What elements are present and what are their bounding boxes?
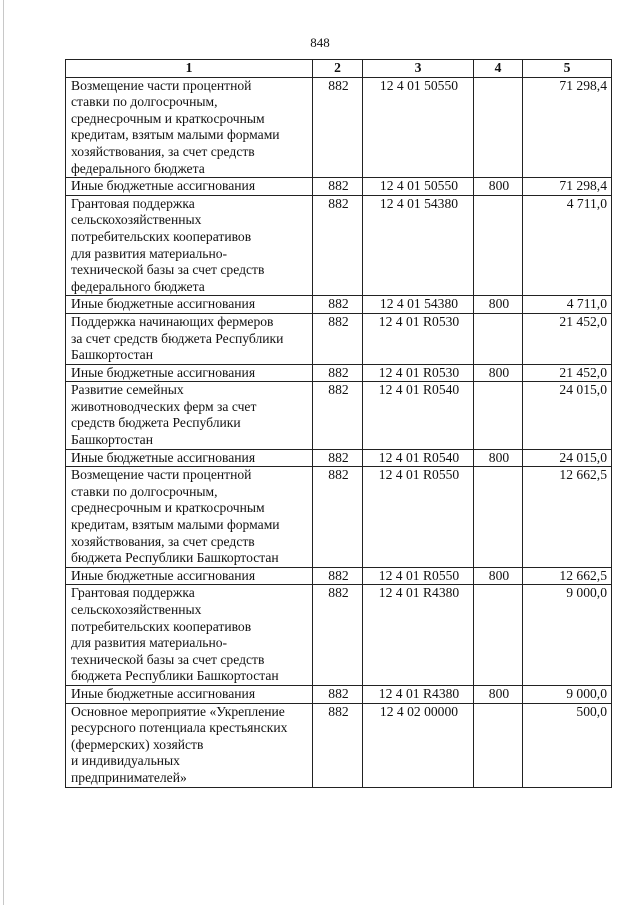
table-row bbox=[66, 567, 612, 585]
row-vr-cell bbox=[474, 467, 523, 568]
row-grbs-cell: 882 bbox=[313, 567, 363, 585]
row-vr-cell bbox=[474, 77, 523, 178]
row-sum-cell: 21 452,0 bbox=[523, 364, 612, 382]
row-sum-cell: 500,0 bbox=[523, 703, 612, 787]
row-vr-cell: 800 bbox=[474, 296, 523, 314]
row-sum-cell: 21 452,0 bbox=[523, 313, 612, 364]
row-name-cell: Иные бюджетные ассигнования bbox=[66, 567, 313, 585]
row-csr-cell: 12 4 01 R0550 bbox=[363, 567, 474, 585]
row-sum-cell: 12 662,5 bbox=[523, 467, 612, 568]
row-vr-cell bbox=[474, 585, 523, 686]
row-sum-cell: 9 000,0 bbox=[523, 685, 612, 703]
column-header: 3 bbox=[363, 60, 474, 78]
row-csr-cell: 12 4 02 00000 bbox=[363, 703, 474, 787]
column-header: 4 bbox=[474, 60, 523, 78]
page-number: 848 bbox=[310, 35, 330, 50]
table-row bbox=[66, 313, 612, 364]
row-name-cell: Иные бюджетные ассигнования bbox=[66, 296, 313, 314]
table-row bbox=[66, 296, 612, 314]
table-row bbox=[66, 449, 612, 467]
row-grbs-cell: 882 bbox=[313, 703, 363, 787]
table-row bbox=[66, 703, 612, 787]
row-vr-cell: 800 bbox=[474, 685, 523, 703]
row-grbs-cell: 882 bbox=[313, 313, 363, 364]
row-name-cell: Основное мероприятие «Укрепление ресурсного потенциала крестьянских (фермерских) хозяйств и индивидуальных предпринимателей» bbox=[66, 703, 313, 787]
row-sum-cell: 9 000,0 bbox=[523, 585, 612, 686]
row-name-cell: Иные бюджетные ассигнования bbox=[66, 178, 313, 196]
row-name-cell: Грантовая поддержка сельскохозяйственных потребительских кооперативов для развития материально- технической базы за счет средств бюджета Республики Башкортостан bbox=[66, 585, 313, 686]
row-name-cell: Иные бюджетные ассигнования bbox=[66, 685, 313, 703]
row-grbs-cell: 882 bbox=[313, 685, 363, 703]
row-grbs-cell: 882 bbox=[313, 467, 363, 568]
table-row bbox=[66, 685, 612, 703]
row-grbs-cell: 882 bbox=[313, 585, 363, 686]
table-row bbox=[66, 467, 612, 568]
row-grbs-cell: 882 bbox=[313, 296, 363, 314]
row-grbs-cell: 882 bbox=[313, 364, 363, 382]
row-name-cell: Грантовая поддержка сельскохозяйственных потребительских кооперативов для развития материально- технической базы за счет средств федерального бюджета bbox=[66, 195, 313, 296]
row-csr-cell: 12 4 01 50550 bbox=[363, 77, 474, 178]
row-sum-cell: 71 298,4 bbox=[523, 77, 612, 178]
row-csr-cell: 12 4 01 50550 bbox=[363, 178, 474, 196]
scan-edge-line bbox=[3, 0, 4, 905]
row-vr-cell bbox=[474, 195, 523, 296]
row-csr-cell: 12 4 01 R4380 bbox=[363, 585, 474, 686]
row-csr-cell: 12 4 01 R0540 bbox=[363, 382, 474, 449]
table-row bbox=[66, 382, 612, 449]
row-sum-cell: 24 015,0 bbox=[523, 449, 612, 467]
row-sum-cell: 71 298,4 bbox=[523, 178, 612, 196]
row-csr-cell: 12 4 01 R0530 bbox=[363, 313, 474, 364]
row-sum-cell: 24 015,0 bbox=[523, 382, 612, 449]
table-row bbox=[66, 178, 612, 196]
row-csr-cell: 12 4 01 R4380 bbox=[363, 685, 474, 703]
column-header: 5 bbox=[523, 60, 612, 78]
row-vr-cell: 800 bbox=[474, 364, 523, 382]
row-sum-cell: 12 662,5 bbox=[523, 567, 612, 585]
row-name-cell: Развитие семейных животноводческих ферм за счет средств бюджета Республики Башкортостан bbox=[66, 382, 313, 449]
row-grbs-cell: 882 bbox=[313, 195, 363, 296]
row-vr-cell: 800 bbox=[474, 449, 523, 467]
column-header: 1 bbox=[66, 60, 313, 78]
table-row bbox=[66, 364, 612, 382]
table-row bbox=[66, 77, 612, 178]
table-header-row bbox=[66, 60, 612, 78]
row-csr-cell: 12 4 01 54380 bbox=[363, 296, 474, 314]
row-name-cell: Поддержка начинающих фермеров за счет средств бюджета Республики Башкортостан bbox=[66, 313, 313, 364]
row-grbs-cell: 882 bbox=[313, 178, 363, 196]
row-csr-cell: 12 4 01 R0540 bbox=[363, 449, 474, 467]
table-row bbox=[66, 585, 612, 686]
row-grbs-cell: 882 bbox=[313, 382, 363, 449]
row-name-cell: Иные бюджетные ассигнования bbox=[66, 364, 313, 382]
row-name-cell: Возмещение части процентной ставки по долгосрочным, среднесрочным и краткосрочным кредитам, взятым малыми формами хозяйствования, за счет средств федерального бюджета bbox=[66, 77, 313, 178]
row-vr-cell bbox=[474, 313, 523, 364]
row-vr-cell: 800 bbox=[474, 178, 523, 196]
row-csr-cell: 12 4 01 54380 bbox=[363, 195, 474, 296]
table-row bbox=[66, 195, 612, 296]
row-sum-cell: 4 711,0 bbox=[523, 296, 612, 314]
row-sum-cell: 4 711,0 bbox=[523, 195, 612, 296]
row-vr-cell bbox=[474, 382, 523, 449]
row-grbs-cell: 882 bbox=[313, 77, 363, 178]
row-vr-cell bbox=[474, 703, 523, 787]
row-name-cell: Возмещение части процентной ставки по долгосрочным, среднесрочным и краткосрочным кредитам, взятым малыми формами хозяйствования, за счет средств бюджета Республики Башкортостан bbox=[66, 467, 313, 568]
row-csr-cell: 12 4 01 R0530 bbox=[363, 364, 474, 382]
column-header: 2 bbox=[313, 60, 363, 78]
row-grbs-cell: 882 bbox=[313, 449, 363, 467]
row-vr-cell: 800 bbox=[474, 567, 523, 585]
budget-table bbox=[65, 59, 612, 788]
row-csr-cell: 12 4 01 R0550 bbox=[363, 467, 474, 568]
row-name-cell: Иные бюджетные ассигнования bbox=[66, 449, 313, 467]
